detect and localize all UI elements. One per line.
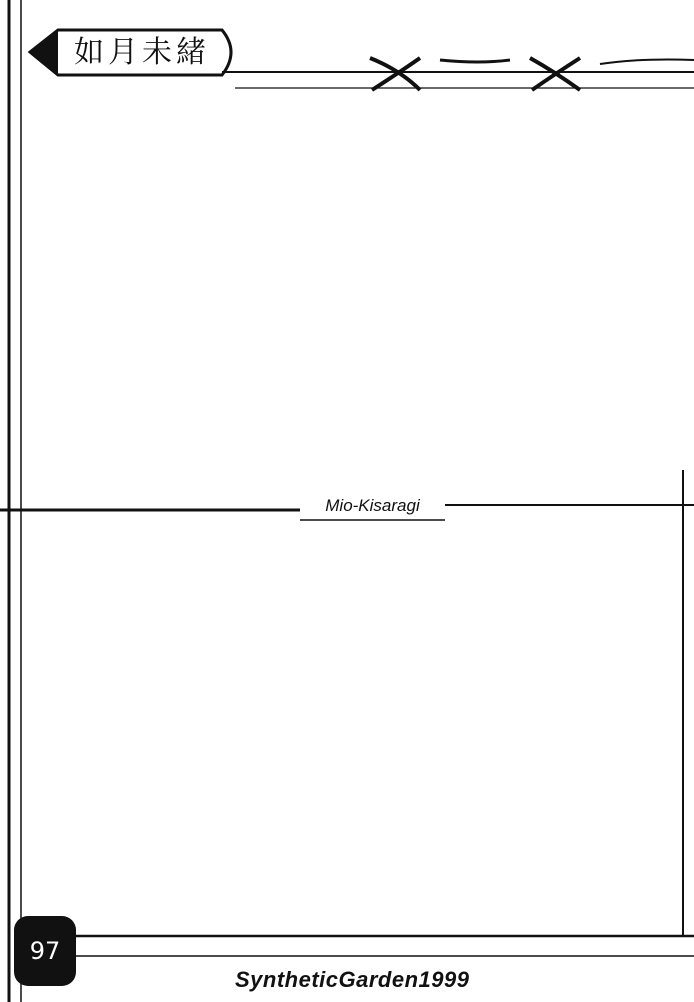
page-title: 如月未緒 (74, 35, 210, 70)
footer-credit: SyntheticGarden1999 (235, 967, 470, 992)
divider-label: Mio-Kisaragi (300, 493, 445, 519)
body-text-upper (85, 110, 615, 470)
body-text-lower (85, 555, 615, 905)
page-number: 97 (29, 937, 61, 965)
